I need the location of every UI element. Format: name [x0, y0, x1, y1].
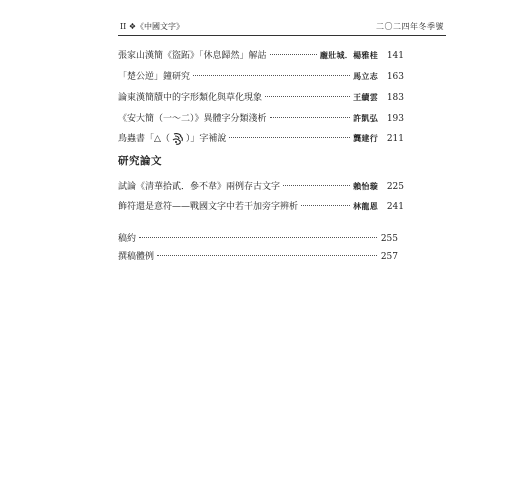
- dot-leader: [270, 54, 317, 55]
- entry-title: 《安大簡（一～二）》異體字分類淺析: [118, 114, 267, 124]
- entry-title: 張家山漢簡《盜跖》「休息歸然」解詁: [118, 51, 267, 61]
- entry-author: 龐壯城．楊雅桂: [319, 50, 378, 60]
- entry-author: 賴怡璇: [353, 181, 378, 191]
- entry-page: 183: [386, 93, 404, 103]
- dot-leader: [229, 137, 350, 138]
- entry-author: 馬立志: [353, 71, 378, 81]
- entry-page: 211: [386, 134, 404, 144]
- entry-title: 飾符還是意符——戰國文字中若干加旁字辨析: [118, 202, 299, 212]
- bird-seal-glyph-image: [170, 132, 186, 146]
- dot-leader: [265, 96, 350, 97]
- entry-page: 257: [380, 252, 398, 262]
- entry-page: 193: [386, 114, 404, 124]
- dot-leader: [283, 185, 350, 186]
- toc-entry[interactable]: [118, 90, 404, 104]
- dot-leader: [139, 237, 377, 238]
- dot-leader: [157, 255, 377, 256]
- entry-page: 141: [386, 51, 404, 61]
- toc-entry[interactable]: [118, 232, 398, 246]
- toc-entry[interactable]: [118, 179, 404, 193]
- entry-author: 王續雲: [353, 92, 378, 102]
- entry-title: 試論《清華拾貳．參不韋》兩例存古文字: [118, 182, 281, 192]
- entry-author: 林龍恩: [353, 201, 378, 211]
- entry-author: 龔建行: [353, 133, 378, 143]
- entry-title: 撰稿體例: [118, 252, 155, 262]
- toc-entry[interactable]: [118, 69, 404, 83]
- entry-title: [118, 131, 226, 147]
- section-heading: 研究論文: [118, 155, 162, 167]
- entry-title-pre: 鳥蟲書「△（: [118, 134, 170, 144]
- entry-title: 「楚公逆」鐘研究: [118, 72, 191, 82]
- running-header: [118, 20, 446, 33]
- dot-leader: [193, 75, 350, 76]
- toc-entry[interactable]: [118, 250, 398, 264]
- toc-entry[interactable]: [118, 111, 404, 125]
- entry-title: 論東漢簡牘中的字形類化與草化現象: [118, 93, 263, 103]
- header-issue-label: 二〇二四年冬季號: [376, 22, 444, 31]
- toc-entry[interactable]: [118, 199, 404, 213]
- entry-author: 許凱弘: [353, 113, 378, 123]
- header-journal-title: II ❖《中國文字》: [120, 22, 185, 31]
- entry-page: 163: [386, 72, 404, 82]
- toc-entry[interactable]: [118, 130, 404, 146]
- entry-title-post: ）」字補說: [185, 134, 227, 144]
- header-rule: [118, 35, 446, 36]
- entry-page: 241: [386, 202, 404, 212]
- dot-leader: [270, 117, 351, 118]
- dot-leader: [301, 205, 350, 206]
- entry-page: 225: [386, 182, 404, 192]
- entry-page: 255: [380, 234, 398, 244]
- entry-title: 稿約: [118, 234, 137, 244]
- toc-entry[interactable]: [118, 48, 404, 62]
